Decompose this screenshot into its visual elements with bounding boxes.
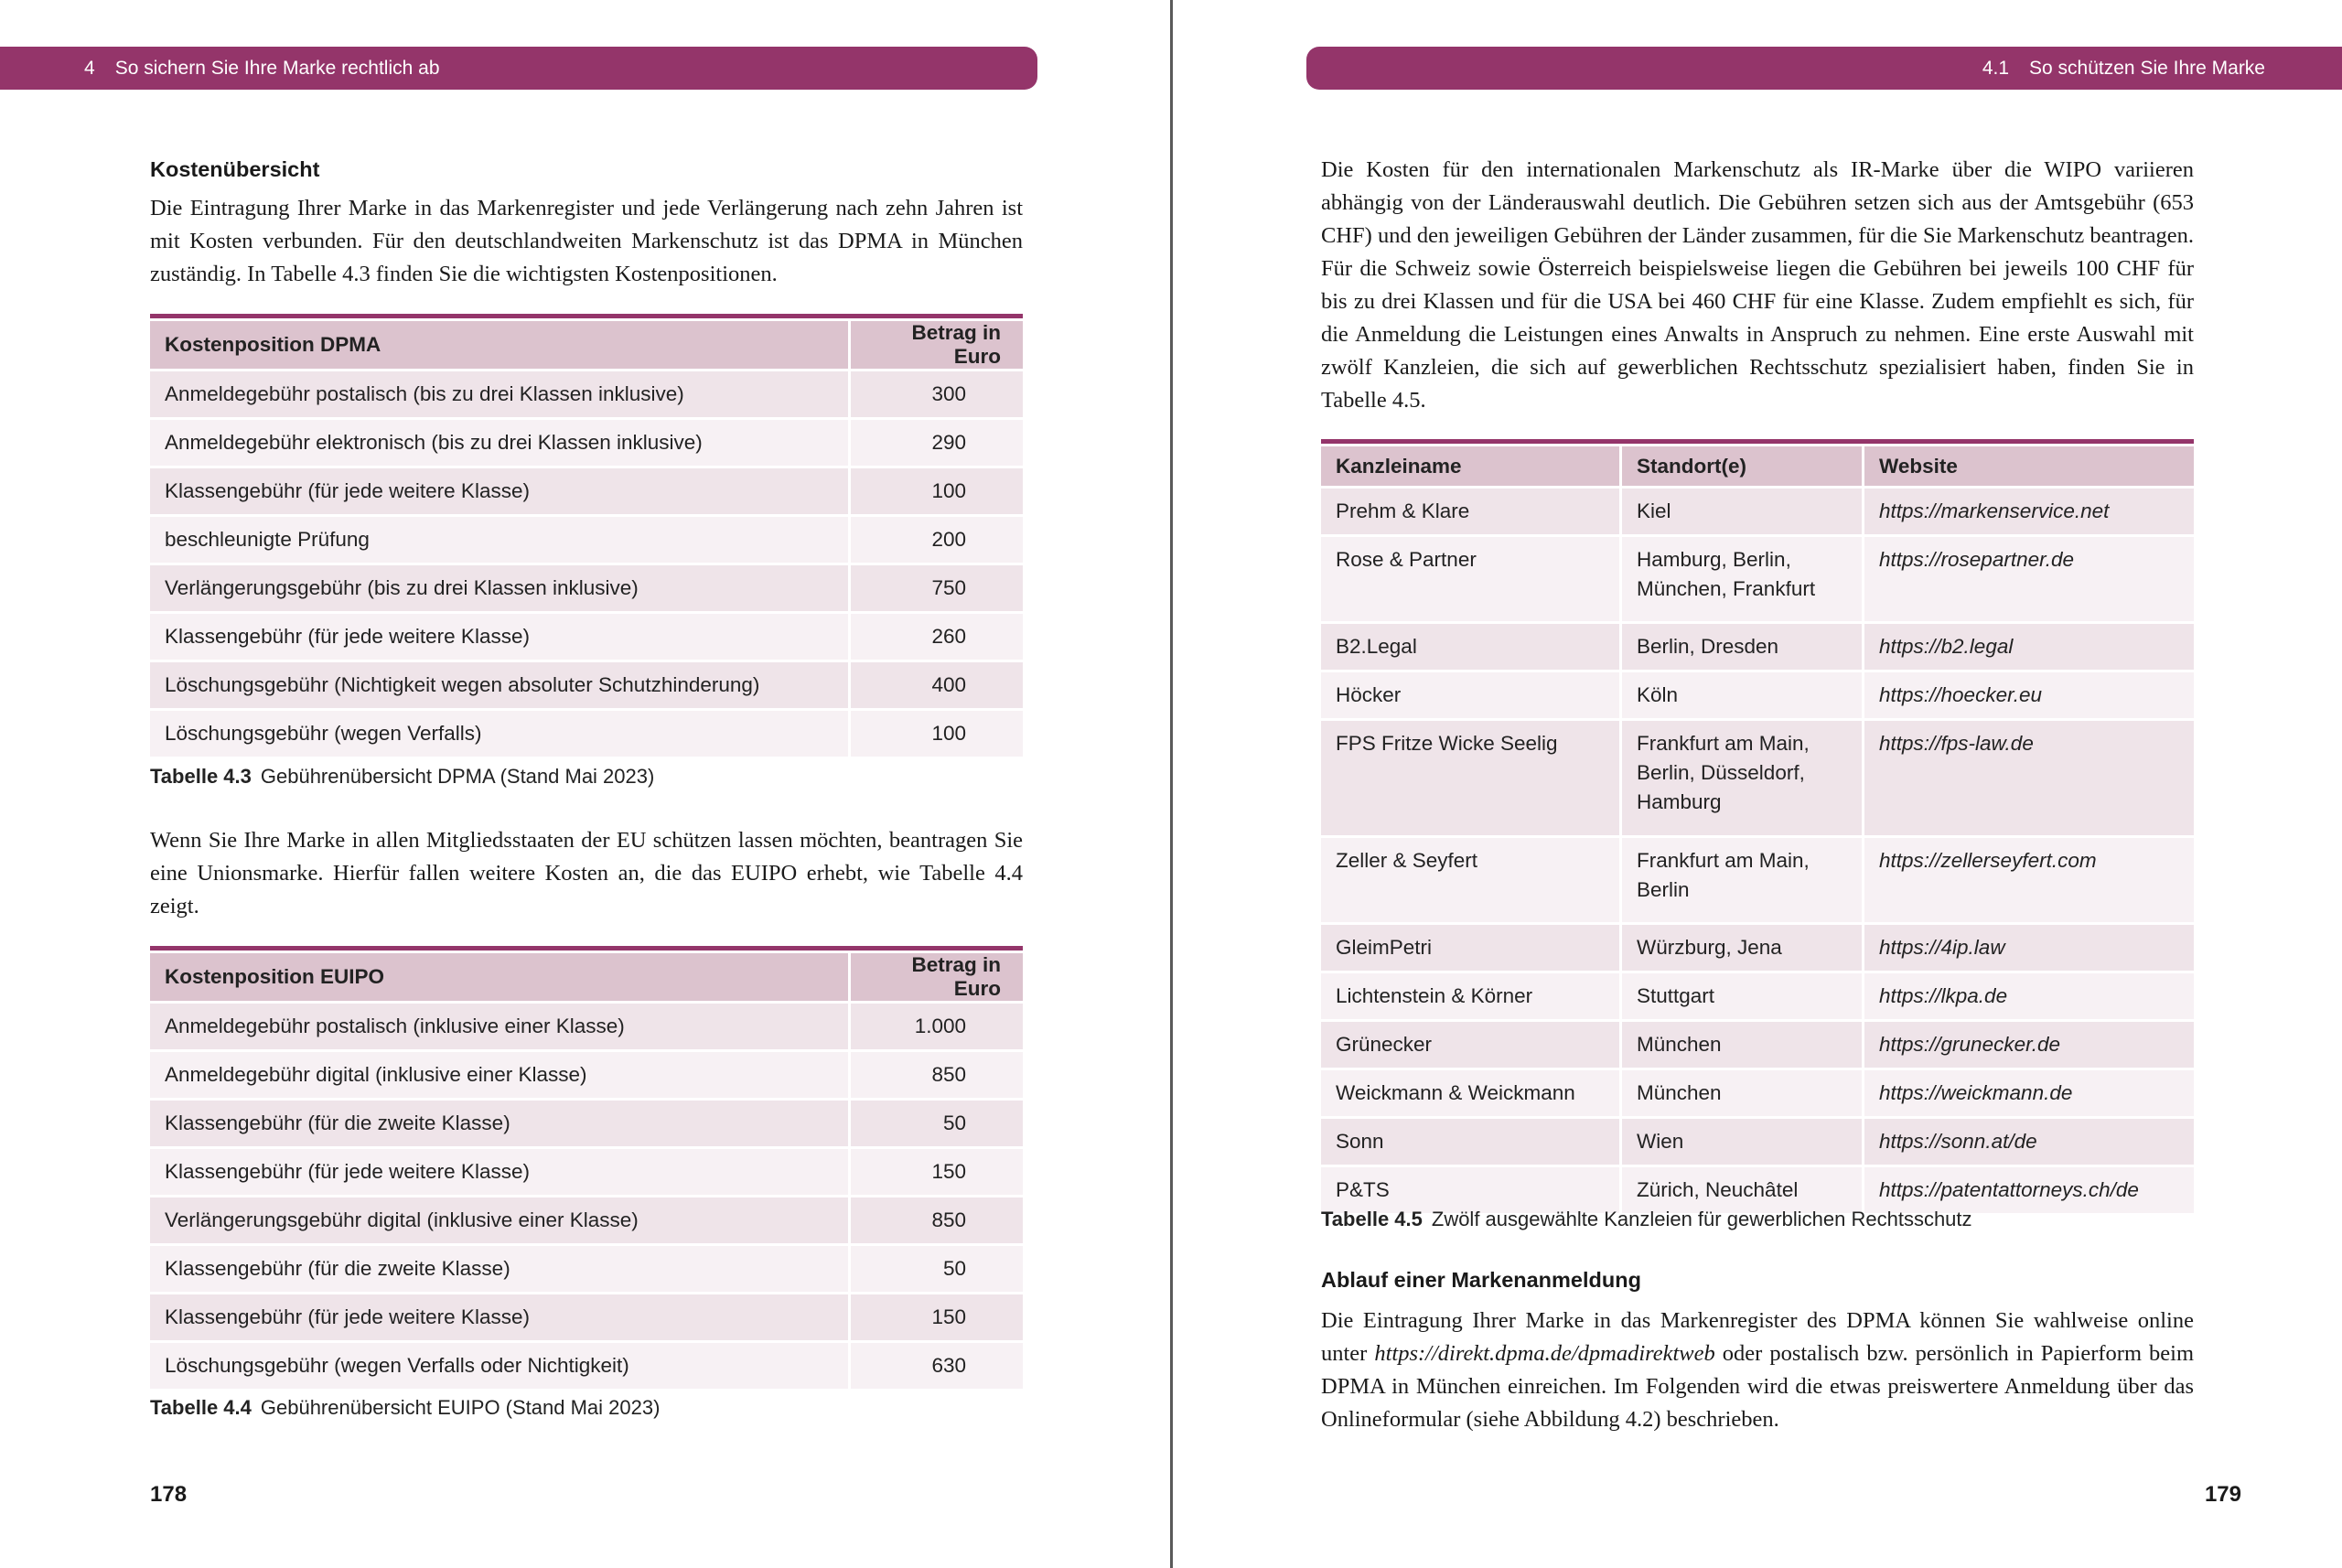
fee-position-cell: Klassengebühr (für jede weitere Klasse) <box>150 1149 848 1195</box>
fee-position-cell: Klassengebühr (für die zweite Klasse) <box>150 1246 848 1292</box>
fee-amount-cell: 400 <box>848 662 1023 708</box>
section-title: So schützen Sie Ihre Marke <box>2029 58 2265 79</box>
firm-name-cell: B2.Legal <box>1321 624 1619 670</box>
fee-position-cell: Klassengebühr (für jede weitere Klasse) <box>150 614 848 660</box>
chapter-number: 4 <box>84 58 95 79</box>
law-firm-table <box>1321 439 2194 1216</box>
fee-position-cell: Klassengebühr (für die zweite Klasse) <box>150 1101 848 1146</box>
fee-position-cell: Anmeldegebühr elektronisch (bis zu drei Klassen inklusive) <box>150 420 848 466</box>
firm-name-cell: Höcker <box>1321 672 1619 718</box>
caption-label: Tabelle 4.3 <box>150 765 252 788</box>
fee-amount-cell: 50 <box>848 1246 1023 1292</box>
fee-amount-cell: 150 <box>848 1149 1023 1195</box>
fee-position-cell: Anmeldegebühr digital (inklusive einer Klasse) <box>150 1052 848 1098</box>
fee-position-cell: Anmeldegebühr postalisch (bis zu drei Klassen inklusive) <box>150 371 848 417</box>
location-cell: Würzburg, Jena <box>1619 925 1862 971</box>
table-row <box>150 711 1023 757</box>
column-header: Kostenposition DPMA <box>150 321 848 369</box>
page-number: 179 <box>2204 1482 2241 1507</box>
table-row <box>150 565 1023 611</box>
table-row <box>1321 489 2194 534</box>
table-row <box>1321 1119 2194 1165</box>
location-cell: Zürich, Neuchâtel <box>1619 1167 1862 1213</box>
fee-position-cell: Verlängerungsgebühr digital (inklusive einer Klasse) <box>150 1197 848 1243</box>
table-row <box>150 1052 1023 1098</box>
euipo-fee-table <box>150 946 1023 1391</box>
fee-amount-cell: 1.000 <box>848 1004 1023 1049</box>
fee-amount-cell: 50 <box>848 1101 1023 1146</box>
website-cell[interactable]: https://grunecker.de <box>1862 1022 2194 1068</box>
caption-text: Gebührenübersicht DPMA (Stand Mai 2023) <box>260 765 655 788</box>
location-cell: Frankfurt am Main, Berlin, Düsseldorf, Hamburg <box>1619 721 1862 835</box>
table-row <box>150 468 1023 514</box>
firm-name-cell: FPS Fritze Wicke Seelig <box>1321 721 1619 835</box>
table-row <box>150 1197 1023 1243</box>
table-row <box>1321 537 2194 621</box>
location-cell: Frankfurt am Main, Berlin <box>1619 838 1862 922</box>
website-cell[interactable]: https://markenservice.net <box>1862 489 2194 534</box>
location-cell: Wien <box>1619 1119 1862 1165</box>
running-header <box>1306 47 2342 90</box>
table-row <box>1321 721 2194 835</box>
website-cell[interactable]: https://rosepartner.de <box>1862 537 2194 621</box>
table-row <box>150 1343 1023 1389</box>
table-caption <box>1321 1208 1972 1231</box>
table-row <box>150 614 1023 660</box>
body-paragraph: Wenn Sie Ihre Marke in allen Mitgliedsstaaten der EU schützen lassen möchten, beantragen Sie eine Unionsmarke. Hierfür fallen weitere Kosten an, die das EUIPO erhebt, wie Tabelle 4.4 zeigt. <box>150 828 1023 918</box>
table-row <box>150 1246 1023 1292</box>
intro-paragraph: Die Kosten für den internationalen Markenschutz als IR-Marke über die WIPO variieren abhängig von der Länderauswahl deutlich. Die Gebühren setzen sich aus der Amtsgebühr (653 CHF) und den jeweiligen Gebühren der Länder zusammen, für die Sie Markenschutz beantragen. Für die Schweiz sowie Österreich beispielsweise liegen die Gebühren bei jeweils 100 CHF für bis zu drei Klassen und für die USA bei 460 CHF für eine Klasse. Zudem empfiehlt es sich, für die Anmeldung die Leistungen eines Anwalts in Anspruch zu nehmen. Eine erste Auswahl mit zwölf Kanzleien, die sich auf gewerblichen Rechtsschutz spezialisiert haben, finden Sie in Tabelle 4.5. <box>1321 157 2194 413</box>
fee-position-cell: beschleunigte Prüfung <box>150 517 848 563</box>
fee-position-cell: Klassengebühr (für jede weitere Klasse) <box>150 1294 848 1340</box>
table-row <box>150 1294 1023 1340</box>
website-cell[interactable]: https://lkpa.de <box>1862 973 2194 1019</box>
table-row <box>1321 1022 2194 1068</box>
location-cell: Köln <box>1619 672 1862 718</box>
column-header: Betrag in Euro <box>848 953 1023 1001</box>
dpma-fee-table <box>150 314 1023 759</box>
table-row <box>150 1149 1023 1195</box>
caption-label: Tabelle 4.4 <box>150 1396 252 1419</box>
website-cell[interactable]: https://patentattorneys.ch/de <box>1862 1167 2194 1213</box>
fee-amount-cell: 200 <box>848 517 1023 563</box>
firm-name-cell: GleimPetri <box>1321 925 1619 971</box>
page-number: 178 <box>150 1482 188 1507</box>
fee-position-cell: Anmeldegebühr postalisch (inklusive einer Klasse) <box>150 1004 848 1049</box>
location-cell: Berlin, Dresden <box>1619 624 1862 670</box>
table-row <box>1321 1167 2194 1213</box>
column-header: Kostenposition EUIPO <box>150 953 848 1001</box>
section-number: 4.1 <box>1982 58 2010 79</box>
fee-position-cell: Klassengebühr (für jede weitere Klasse) <box>150 468 848 514</box>
fee-amount-cell: 100 <box>848 711 1023 757</box>
table-row <box>1321 624 2194 670</box>
fee-amount-cell: 850 <box>848 1052 1023 1098</box>
table-row <box>150 371 1023 417</box>
table-caption <box>150 1396 660 1420</box>
firm-name-cell: Lichtenstein & Körner <box>1321 973 1619 1019</box>
firm-name-cell: Sonn <box>1321 1119 1619 1165</box>
fee-position-cell: Löschungsgebühr (wegen Verfalls) <box>150 711 848 757</box>
paragraph-text: oder postalisch bzw. persönlich in Papierform beim DPMA in München einreichen. Im Folgenden wird die etwas preiswertere Anmeldung über das Onlineformular (siehe Abbildung 4.2) beschrieben. <box>1321 1341 2194 1432</box>
column-header: Betrag in Euro <box>848 321 1023 369</box>
website-cell[interactable]: https://4ip.law <box>1862 925 2194 971</box>
location-cell: Kiel <box>1619 489 1862 534</box>
firm-name-cell: Rose & Partner <box>1321 537 1619 621</box>
fee-amount-cell: 300 <box>848 371 1023 417</box>
table-row <box>1321 838 2194 922</box>
fee-position-cell: Löschungsgebühr (wegen Verfalls oder Nichtigkeit) <box>150 1343 848 1389</box>
table-row <box>150 420 1023 466</box>
website-cell[interactable]: https://zellerseyfert.com <box>1862 838 2194 922</box>
table-row <box>150 517 1023 563</box>
fee-amount-cell: 630 <box>848 1343 1023 1389</box>
table-row <box>1321 672 2194 718</box>
body-paragraph <box>1321 1305 2194 1436</box>
caption-text: Gebührenübersicht EUIPO (Stand Mai 2023) <box>260 1396 661 1419</box>
fee-amount-cell: 150 <box>848 1294 1023 1340</box>
section-heading: Kostenübersicht <box>150 157 320 181</box>
website-cell[interactable]: https://b2.legal <box>1862 624 2194 670</box>
website-cell[interactable]: https://weickmann.de <box>1862 1070 2194 1116</box>
column-header: Website <box>1862 446 2194 486</box>
caption-label: Tabelle 4.5 <box>1321 1208 1423 1230</box>
firm-name-cell: P&TS <box>1321 1167 1619 1213</box>
table-row <box>150 1101 1023 1146</box>
firm-name-cell: Weickmann & Weickmann <box>1321 1070 1619 1116</box>
chapter-title: So sichern Sie Ihre Marke rechtlich ab <box>114 58 440 79</box>
table-row <box>1321 973 2194 1019</box>
location-cell: München <box>1619 1070 1862 1116</box>
table-row <box>150 662 1023 708</box>
fee-amount-cell: 260 <box>848 614 1023 660</box>
location-cell: Stuttgart <box>1619 973 1862 1019</box>
website-cell[interactable]: https://hoecker.eu <box>1862 672 2194 718</box>
table-row <box>1321 925 2194 971</box>
firm-name-cell: Grünecker <box>1321 1022 1619 1068</box>
dpma-link[interactable]: https://direkt.dpma.de/dpmadirektweb <box>1374 1341 1715 1366</box>
fee-amount-cell: 850 <box>848 1197 1023 1243</box>
location-cell: München <box>1619 1022 1862 1068</box>
right-page <box>1173 0 2342 1568</box>
table-row <box>1321 1070 2194 1116</box>
section-heading: Ablauf einer Markenanmeldung <box>1321 1268 1641 1292</box>
firm-name-cell: Prehm & Klare <box>1321 489 1619 534</box>
table-row <box>150 1004 1023 1049</box>
running-header <box>0 47 1037 90</box>
fee-amount-cell: 750 <box>848 565 1023 611</box>
fee-position-cell: Verlängerungsgebühr (bis zu drei Klassen inklusive) <box>150 565 848 611</box>
fee-amount-cell: 290 <box>848 420 1023 466</box>
column-header: Kanzleiname <box>1321 446 1619 486</box>
fee-position-cell: Löschungsgebühr (Nichtigkeit wegen absoluter Schutzhinderung) <box>150 662 848 708</box>
website-cell[interactable]: https://sonn.at/de <box>1862 1119 2194 1165</box>
firm-name-cell: Zeller & Seyfert <box>1321 838 1619 922</box>
intro-paragraph: Die Eintragung Ihrer Marke in das Markenregister und jede Verlängerung nach zehn Jahren ist mit Kosten verbunden. Für den deutschlandweiten Markenschutz ist das DPMA in München zuständig. In Tabelle 4.3 finden Sie die wichtigsten Kostenpositionen. <box>150 196 1023 286</box>
fee-amount-cell: 100 <box>848 468 1023 514</box>
column-header: Standort(e) <box>1619 446 1862 486</box>
paragraph-text: Die Eintragung Ihrer Marke in das Markenregister des DPMA können Sie wahlweise online unter <box>1321 1308 2194 1366</box>
caption-text: Zwölf ausgewählte Kanzleien für gewerblichen Rechtsschutz <box>1431 1208 1972 1230</box>
location-cell: Hamburg, Berlin, München, Frankfurt <box>1619 537 1862 621</box>
website-cell[interactable]: https://fps-law.de <box>1862 721 2194 835</box>
table-caption <box>150 765 654 789</box>
